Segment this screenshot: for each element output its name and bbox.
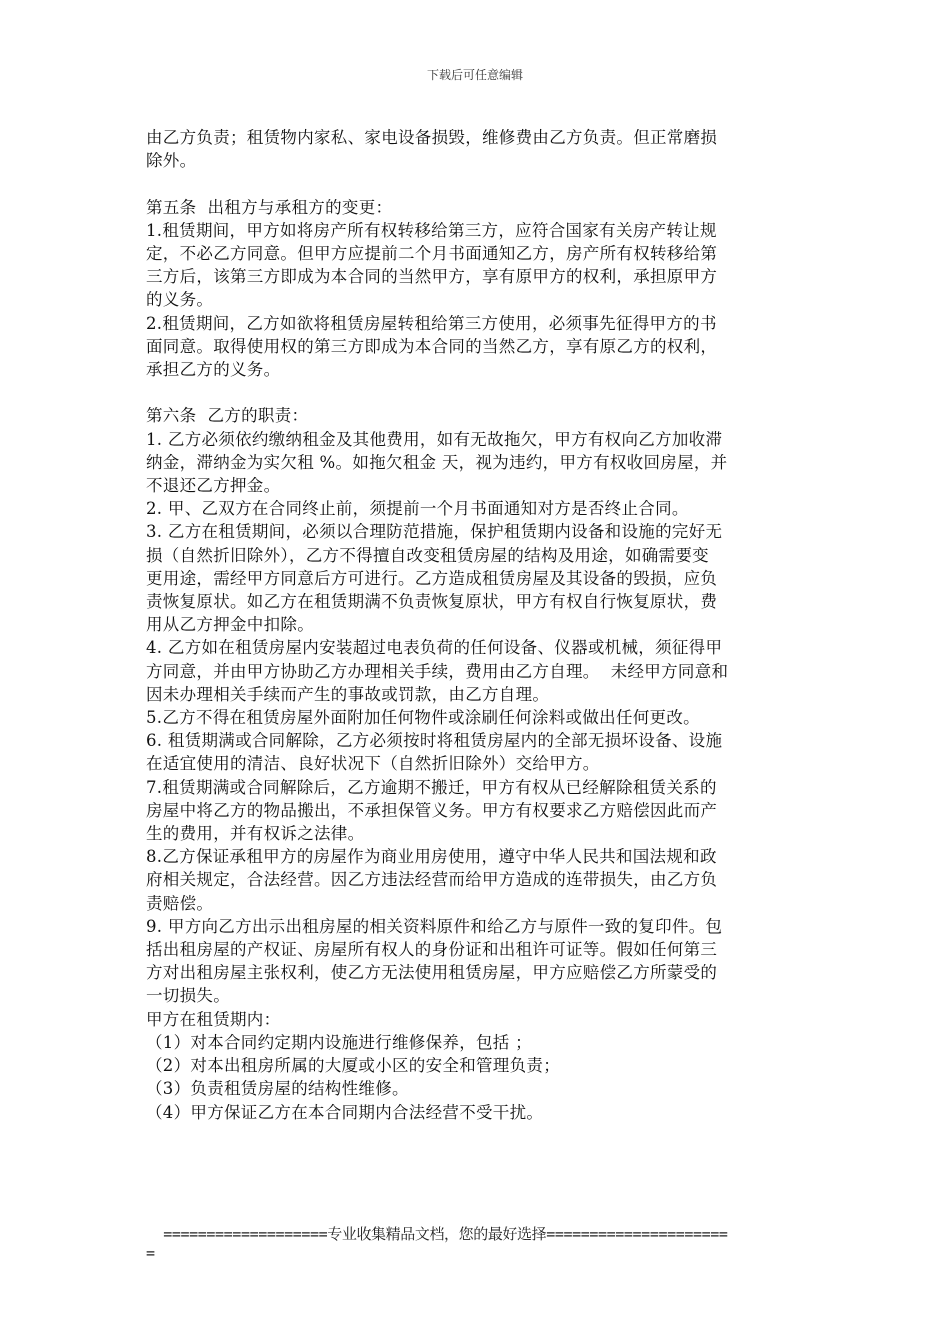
text-line: 在适宜使用的清洁、良好状况下（自然折旧除外）交给甲方。	[146, 754, 600, 774]
text-line: 责恢复原状。如乙方在租赁期满不负责恢复原状，甲方有权自行恢复原状，费	[146, 592, 718, 612]
text-line: 府相关规定，合法经营。因乙方违法经营而给甲方造成的连带损失，由乙方负	[146, 870, 718, 890]
text-line: 损（自然折旧除外），乙方不得擅自改变租赁房屋的结构及用途，如确需要变	[146, 545, 709, 565]
text-line: 1.租赁期间，甲方如将房产所有权转移给第三方，应符合国家有关房产转让规	[146, 220, 717, 240]
text-line: （1）对本合同约定期内设施进行维修保养，包括 ；	[146, 1032, 532, 1052]
text-line: 方同意，并由甲方协助乙方办理相关手续，费用由乙方自理。 未经甲方同意和	[146, 661, 729, 681]
text-line: 用从乙方押金中扣除。	[146, 615, 314, 635]
text-line: 方对出租房屋主张权利，使乙方无法使用租赁房屋，甲方应赔偿乙方所蒙受的	[146, 963, 718, 983]
text-line: 2. 甲、乙双方在合同终止前，须提前一个月书面通知对方是否终止合同。	[146, 499, 689, 519]
text-line: 括出租房屋的产权证、房屋所有权人的身份证和出租许可证等。假如任何第三	[146, 940, 718, 960]
text-line: 8.乙方保证承租甲方的房屋作为商业用房使用，遵守中华人民共和国法规和政	[146, 847, 717, 867]
text-line: 定，不必乙方同意。但甲方应提前二个月书面通知乙方，房产所有权转移给第	[146, 244, 718, 263]
text-line: 4. 乙方如在租赁房屋内安装超过电表负荷的任何设备、仪器或机械，须征得甲	[146, 638, 723, 658]
text-line: 因未办理相关手续而产生的事故或罚款，由乙方自理。	[146, 684, 550, 704]
document-body	[146, 126, 816, 1124]
text-line: 第六条 乙方的职责：	[146, 406, 309, 426]
text-line: 生的费用，并有权诉之法律。	[146, 824, 365, 844]
text-line: （3）负责租赁房屋的结构性维修。	[146, 1079, 409, 1099]
text-line: 甲方在租赁期内：	[146, 1009, 281, 1029]
text-line: 7.租赁期满或合同解除后，乙方逾期不搬迁，甲方有权从已经解除租赁关系的	[146, 777, 717, 797]
text-line: 3. 乙方在租赁期间，必须以合理防范措施，保护租赁期内设备和设施的完好无	[146, 522, 723, 542]
text-line: 面同意。取得使用权的第三方即成为本合同的当然乙方，享有原乙方的权利，	[146, 336, 718, 356]
text-line: 6. 租赁期满或合同解除，乙方必须按时将租赁房屋内的全部无损坏设备、设施	[146, 731, 723, 751]
page-header: 下载后可任意编辑	[426, 68, 523, 82]
text-line: 更用途，需经甲方同意后方可进行。乙方造成租赁房屋及其设备的毁损，应负	[146, 568, 718, 588]
text-line: 5.乙方不得在租赁房屋外面附加任何物件或涂刷任何涂料或做出任何更改。	[146, 708, 700, 728]
text-line: 的义务。	[146, 290, 214, 310]
footer-banner: ===================专业收集精品文档，您的最好选择=====================	[146, 1225, 728, 1243]
text-line: 1. 乙方必须依约缴纳租金及其他费用，如有无故拖欠，甲方有权向乙方加收滞	[146, 429, 723, 449]
text-line: 责赔偿。	[146, 893, 214, 913]
text-line: 9. 甲方向乙方出示出租房屋的相关资料原件和给乙方与原件一致的复印件。包	[146, 916, 723, 936]
text-line: 除外。	[146, 151, 197, 171]
text-line: 房屋中将乙方的物品搬出，不承担保管义务。甲方有权要求乙方赔偿因此而产	[146, 800, 718, 820]
footer-banner-continued: =	[146, 1244, 155, 1262]
page-footer	[146, 1225, 826, 1263]
blank-line	[146, 172, 816, 195]
text-line: 不退还乙方押金。	[146, 476, 281, 496]
text-line: 纳金，滞纳金为实欠租 %。如拖欠租金 天，视为违约，甲方有权收回房屋，并	[146, 452, 728, 472]
text-line: 三方后，该第三方即成为本合同的当然甲方，享有原甲方的权利，承担原甲方	[146, 267, 718, 287]
text-line: （4）甲方保证乙方在本合同期内合法经营不受干扰。	[146, 1102, 544, 1122]
text-line: 第五条 出租方与承租方的变更：	[146, 197, 393, 217]
text-line: 一切损失。	[146, 986, 230, 1006]
text-line: 2.租赁期间，乙方如欲将租赁房屋转租给第三方使用，必须事先征得甲方的书	[146, 313, 717, 333]
text-line: 由乙方负责；租赁物内家私、家电设备损毁，维修费由乙方负责。但正常磨损	[146, 128, 718, 147]
text-line: （2）对本出租房所属的大厦或小区的安全和管理负责；	[146, 1056, 560, 1076]
blank-line	[146, 381, 816, 404]
text-line: 承担乙方的义务。	[146, 360, 281, 380]
